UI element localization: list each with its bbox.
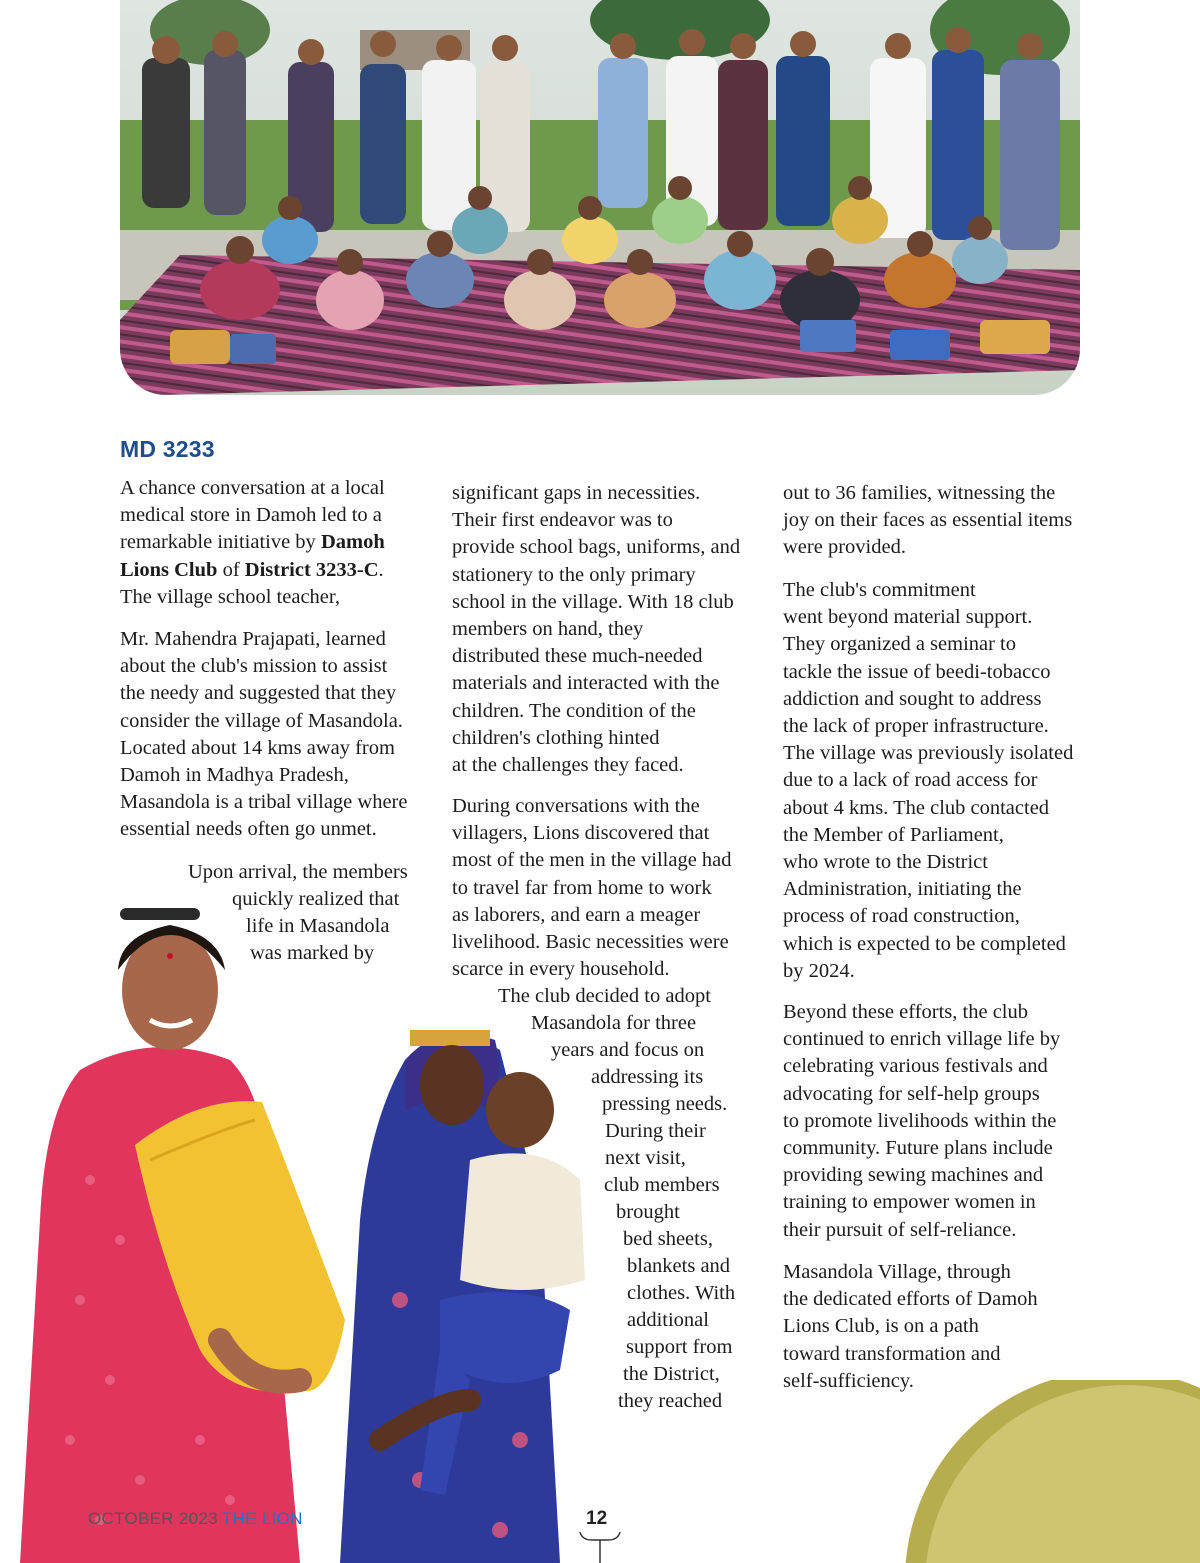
col3-paragraph-4: Masandola Village, through the dedicated efforts of Damoh Lions Club, is on a path toward transformation and self-sufficiency.: [783, 1261, 1038, 1392]
col3-paragraph-3: Beyond these efforts, the club continued to enrich village life by celebrating various festivals and advocating for self-help groups to promote livelihoods within the community. Future plans include providing sewing machines and training to empower women in their pursuit of self-reliance.: [783, 1001, 1061, 1241]
footer-issue: OCTOBER 2023 THE LION: [88, 1509, 303, 1528]
page-marker-icon: [578, 1530, 622, 1563]
magazine-name: THE LION: [221, 1509, 303, 1528]
col3-paragraph-2: The club's commitment went beyond material support. They organized a seminar to tackle the issue of beedi-tobacco addiction and sought to address the lack of proper infrastructure. The village was previously isolated due to a lack of road access for about 4 kms. The club contacted the Member of Parliament, who wrote to the District Administration, initiating the process of road construction, which is expected to be completed by 2024.: [783, 579, 1074, 982]
col1-paragraph-2: Mr. Mahendra Prajapati, learned about the club's mission to assist the needy and suggested that they consider the village of Masandola. Located about 14 kms away from Damoh in Madhya Pradesh, Masandola is a tribal village where essential needs often go unmet.: [120, 628, 408, 841]
col3-paragraph-1: out to 36 families, witnessing the joy on their faces as essential items were provided.: [783, 482, 1073, 559]
decorative-circle: [900, 1380, 1200, 1563]
group-photo: [120, 0, 1080, 395]
district-name-bold: District 3233-C: [244, 558, 379, 581]
col2-paragraph-1: significant gaps in necessities. Their first endeavor was to provide school bags, uniforms, and stationery to the only primary school in the village. With 18 club members on hand, they distributed these much-needed materials and interacted with the children. The condition of the children's clothing hinted at the challenges they faced.: [452, 482, 741, 777]
col1-paragraph-1: A chance conversation at a local medical store in Damoh led to a remarkable initiative by Damoh Lions Club of District 3233-C. The village school teacher,: [120, 477, 385, 608]
section-tag: MD 3233: [120, 436, 215, 462]
club-name-bold: Damoh: [320, 531, 385, 554]
women-with-gifts-photo: [0, 880, 620, 1563]
page-number: 12: [586, 1508, 608, 1529]
col2-paragraph-2: During conversations with the villagers, Lions discovered that most of the men in the village had to travel far from home to work as laborers, and earn a meager livelihood. Basic necessities were scarce in every household.: [452, 795, 732, 981]
